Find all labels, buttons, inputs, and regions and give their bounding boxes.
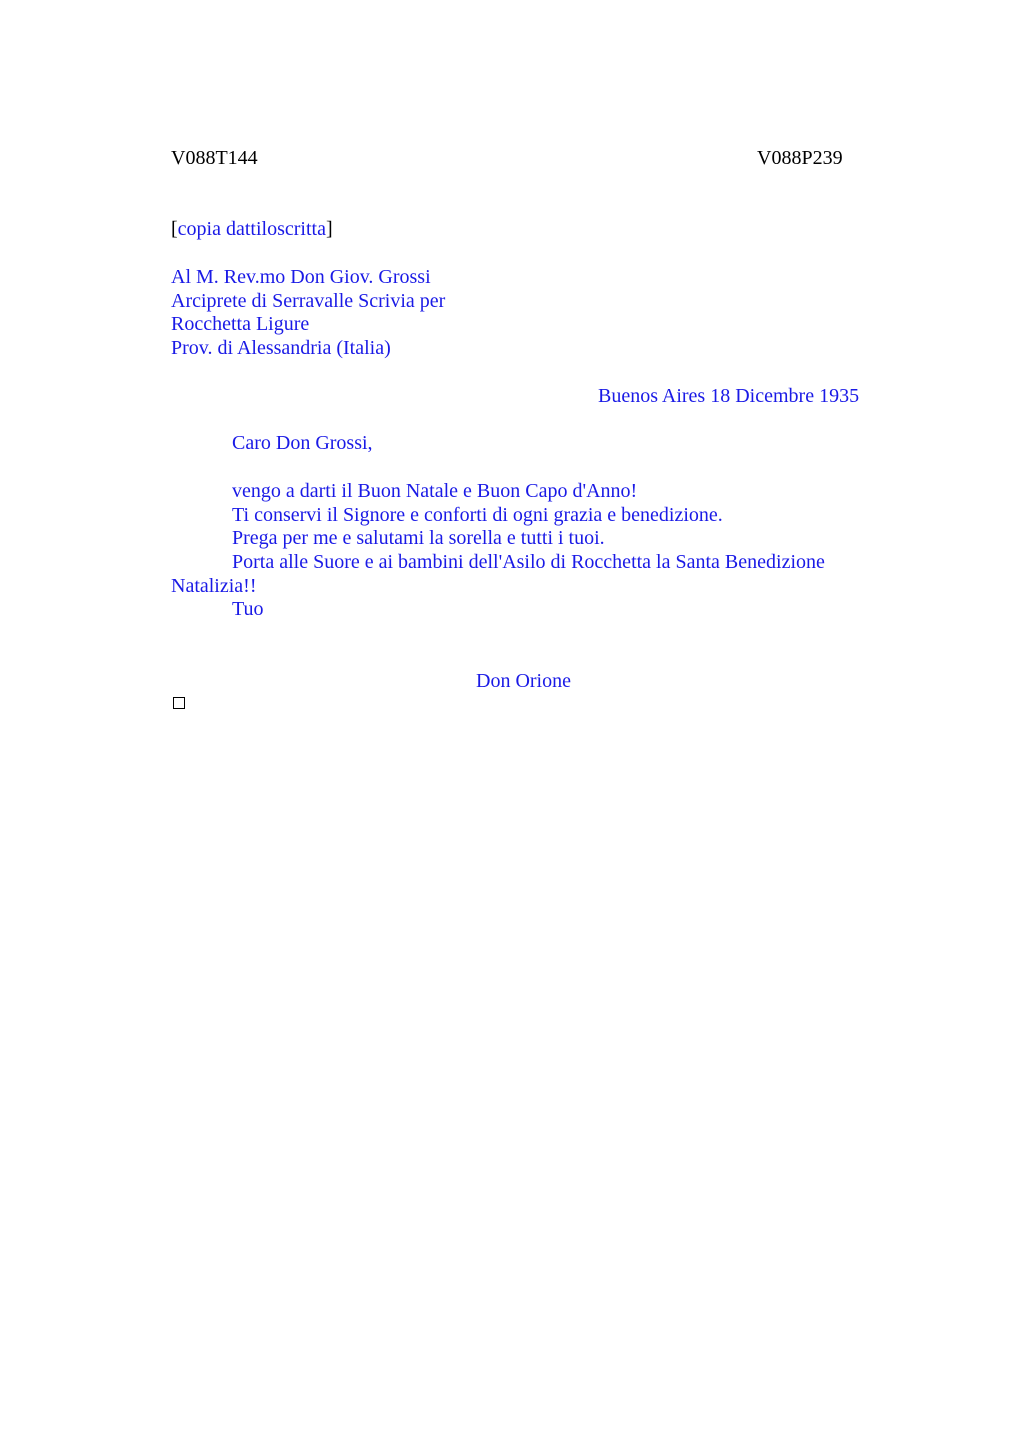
body-line-1: vengo a darti il Buon Natale e Buon Capo d'Anno! — [232, 480, 638, 502]
empty-box-icon — [173, 697, 185, 709]
body-line-4: Porta alle Suore e ai bambini dell'Asilo di Rocchetta la Santa Benedizione — [232, 551, 825, 573]
note-open-bracket: [ — [171, 218, 178, 240]
body-line-3: Prega per me e salutami la sorella e tutti i tuoi. — [232, 527, 605, 549]
date-line: Buenos Aires 18 Dicembre 1935 — [598, 385, 860, 407]
address-line-4: Prov. di Alessandria (Italia) — [171, 337, 391, 359]
address-line-3: Rocchetta Ligure — [171, 313, 310, 335]
salutation: Caro Don Grossi, — [232, 432, 373, 454]
body-line-2: Ti conservi il Signore e conforti di ogni grazia e benedizione. — [232, 504, 723, 526]
transcription-note — [171, 217, 333, 241]
note-text: copia dattiloscritta — [177, 218, 326, 240]
document-code-left: V088T144 — [171, 147, 258, 169]
closing: Tuo — [232, 598, 264, 620]
signature: Don Orione — [476, 670, 571, 692]
body-line-5: Natalizia!! — [171, 575, 257, 597]
address-line-2: Arciprete di Serravalle Scrivia per — [171, 290, 446, 312]
document-code-right: V088P239 — [757, 147, 843, 169]
note-close-bracket: ] — [325, 218, 333, 240]
address-line-1: Al M. Rev.mo Don Giov. Grossi — [171, 266, 431, 288]
